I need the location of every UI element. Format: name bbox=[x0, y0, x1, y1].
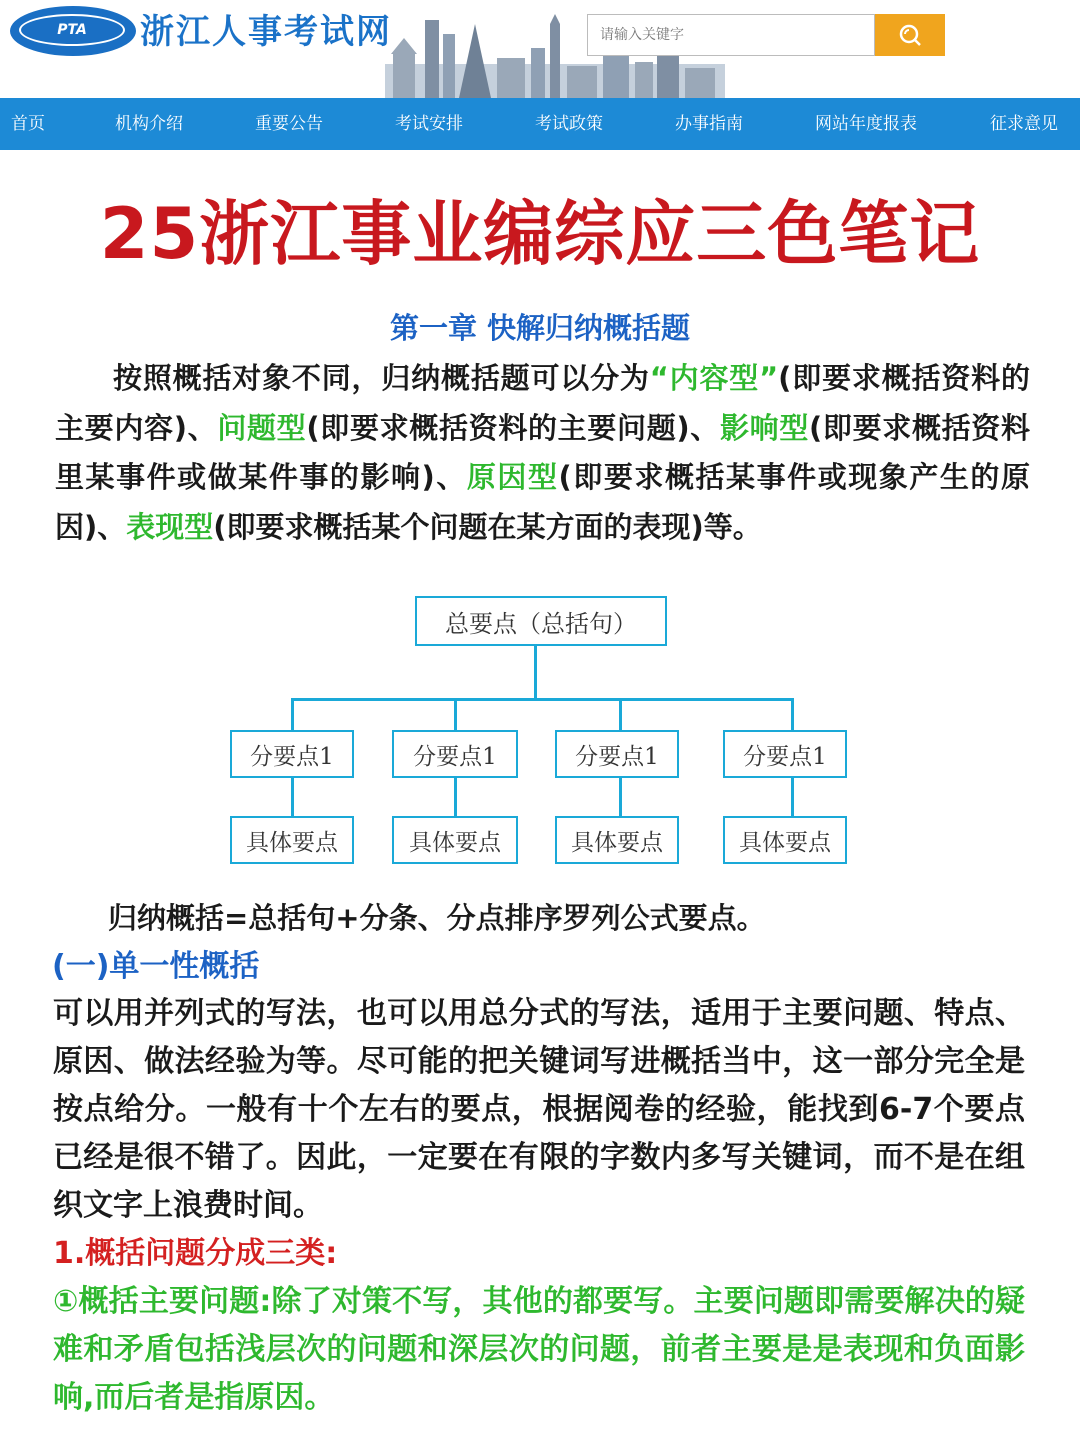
diagram-leaf-box: 具体要点 bbox=[230, 816, 354, 864]
connector-line bbox=[291, 698, 294, 732]
diagram-leaf-box: 具体要点 bbox=[392, 816, 518, 864]
keyword-problem-type: 问题型 bbox=[217, 410, 307, 445]
diagram-branch-box: 分要点1 bbox=[392, 730, 518, 778]
nav-item-exam-policy[interactable]: 考试政策 bbox=[535, 114, 603, 134]
connector-line bbox=[619, 776, 622, 818]
connector-line bbox=[791, 698, 794, 732]
nav-item-guide[interactable]: 办事指南 bbox=[675, 114, 743, 134]
intro-text-4: (即要求概括资料里某事件或做某件事的影响)、 bbox=[55, 410, 1030, 494]
intro-text-3: (即要求概括资料的主要问题)、 bbox=[306, 410, 720, 445]
connector-line bbox=[291, 698, 794, 701]
diagram-leaf-box: 具体要点 bbox=[555, 816, 679, 864]
connector-line bbox=[791, 776, 794, 818]
connector-line bbox=[619, 698, 622, 732]
diagram-top-box: 总要点（总括句） bbox=[415, 596, 667, 646]
keyword-impact-type: 影响型 bbox=[719, 410, 809, 445]
section-heading: (一)单一性概括 bbox=[52, 949, 260, 984]
intro-text-6: (即要求概括某个问题在某方面的表现)等。 bbox=[213, 509, 762, 544]
diagram-leaf-box: 具体要点 bbox=[723, 816, 847, 864]
main-nav bbox=[0, 98, 1080, 150]
site-header bbox=[0, 0, 1080, 98]
green-paragraph: ①概括主要问题:除了对策不写，其他的都要写。主要问题即需要解决的疑难和矛盾包括浅层次的问题和深层次的问题，前者主要是是表现和负面影响,而后者是指原因。 bbox=[53, 1284, 1025, 1415]
diagram-branch-box: 分要点1 bbox=[555, 730, 679, 778]
keyword-cause-type: 原因型 bbox=[466, 460, 559, 494]
nav-item-about[interactable]: 机构介绍 bbox=[115, 114, 183, 134]
nav-item-feedback[interactable]: 征求意见 bbox=[990, 114, 1058, 134]
summary-tree-diagram bbox=[220, 590, 860, 870]
search-input[interactable] bbox=[587, 14, 875, 56]
intro-text-5: (即要求概括某事件或现象产生的原因)、 bbox=[55, 460, 1030, 544]
search-icon bbox=[897, 22, 923, 48]
subsection-heading: 1.概括问题分成三类: bbox=[53, 1236, 338, 1271]
search-button[interactable] bbox=[875, 14, 945, 56]
keyword-content-type: “内容型” bbox=[649, 361, 779, 395]
connector-line bbox=[454, 698, 457, 732]
nav-item-home[interactable]: 首页 bbox=[11, 114, 45, 134]
nav-item-exam-schedule[interactable]: 考试安排 bbox=[395, 114, 463, 134]
connector-line bbox=[534, 644, 537, 700]
keyword-manifestation-type: 表现型 bbox=[126, 509, 214, 544]
logo-text: PTA bbox=[19, 14, 125, 46]
diagram-branch-box: 分要点1 bbox=[723, 730, 847, 778]
site-title[interactable]: 浙江人事考试网 bbox=[140, 12, 392, 52]
section-paragraph: 可以用并列式的写法，也可以用总分式的写法，适用于主要问题、特点、原因、做法经验为等。尽可能的把关键词写进概括当中，这一部分完全是按点给分。一般有十个左右的要点，根据阅卷的经验，能找到6-7个要点已经是很不错了。因此，一定要在有限的字数内多写关键词，而不是在组织文字上浪费时间。 bbox=[53, 996, 1025, 1223]
intro-text-1: 按照概括对象不同，归纳概括题可以分为 bbox=[113, 361, 650, 395]
page-title: 25浙江事业编综应三色笔记 bbox=[99, 193, 981, 275]
nav-item-annual-report[interactable]: 网站年度报表 bbox=[815, 114, 917, 134]
chapter-heading: 第一章 快解归纳概括题 bbox=[389, 311, 691, 345]
nav-item-announcements[interactable]: 重要公告 bbox=[255, 114, 323, 134]
intro-paragraph bbox=[55, 354, 1030, 552]
connector-line bbox=[454, 776, 457, 818]
formula-line: 归纳概括=总括句+分条、分点排序罗列公式要点。 bbox=[108, 901, 766, 935]
connector-line bbox=[291, 776, 294, 818]
diagram-branch-box: 分要点1 bbox=[230, 730, 354, 778]
intro-text-2: (即要求概括资料的主要内容)、 bbox=[55, 361, 1030, 445]
pta-logo-icon[interactable] bbox=[10, 6, 136, 56]
